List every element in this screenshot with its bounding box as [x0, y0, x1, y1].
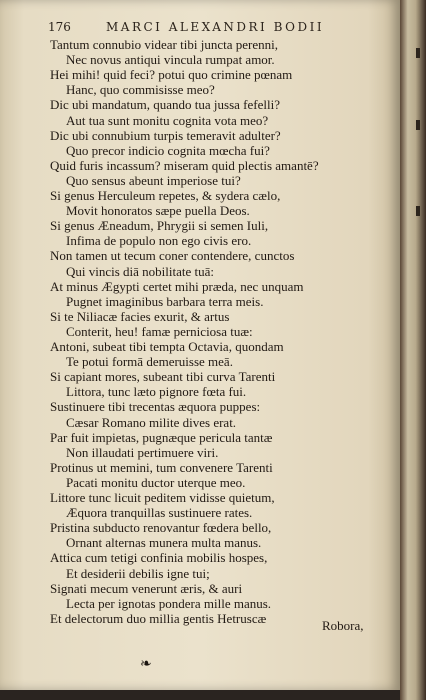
- verse-line: Et desiderii debilis igne tui;: [66, 565, 210, 581]
- verse-line: Littore tunc licuit peditem vidisse quietum,: [50, 490, 275, 505]
- edge-mark: [416, 206, 420, 216]
- verse-line: Dic ubi connubium turpis temeravit adulter?: [50, 127, 281, 143]
- verse-line: Conterit, heu! famæ perniciosa tuæ:: [66, 323, 253, 339]
- verse-line: Si genus Æneadum, Phrygii si semen Iuli,: [50, 218, 269, 234]
- verse-line: Par fuit impietas, pugnæque pericula tantæ: [50, 429, 273, 445]
- running-title: MARCI ALEXANDRI BODII: [106, 20, 325, 34]
- verse-line: At minus Ægypti certet mihi præda, nec unquam: [50, 278, 304, 294]
- verse-line: Lecta per ignotas pondera mille manus.: [66, 595, 272, 611]
- page-number: 176: [48, 20, 71, 34]
- edge-mark: [416, 120, 420, 130]
- catchword: Robora,: [322, 618, 364, 633]
- verse-line: Pristina subducto renovantur fœdera bello,: [50, 520, 272, 536]
- verse-line: Pacati monitu ductor uterque meo.: [66, 474, 246, 490]
- verse-line: Antoni, subeat tibi tempta Octavia, quondam: [50, 339, 284, 354]
- verse-line: Ornant alternas munera multa manus.: [66, 535, 262, 551]
- verse-line: Hanc, quo commisisse meo?: [66, 82, 215, 98]
- verse-line: Te potui formā demeruisse meā.: [66, 354, 233, 370]
- verse-line: Pugnet imaginibus barbara terra meis.: [66, 293, 264, 309]
- page-header: [48, 20, 378, 36]
- verse-line: Aut tua sunt monitu cognita vota meo?: [66, 112, 269, 128]
- verse-line: Quo precor indicio cognita mœcha fui?: [66, 142, 270, 158]
- verse-line: Si capiant mores, subeant tibi curva Tarenti: [50, 369, 276, 385]
- verse-line: Infima de populo non ego civis ero.: [66, 233, 252, 249]
- verse-line: Dic ubi mandatum, quando tua jussa fefelli?: [50, 97, 280, 113]
- verse-line: Littora, tunc læto pignore fœta fui.: [66, 384, 247, 400]
- edge-mark: [416, 48, 420, 58]
- verse-line: Quo sensus abeunt imperiose tui?: [66, 172, 241, 188]
- verse-line: Et delectorum duo millia gentis Hetruscæ: [50, 610, 267, 626]
- verse-line: Si genus Herculeum repetes, & sydera cælo,: [50, 188, 281, 203]
- verse-line: Non tamen ut tecum coner contendere, cunctos: [50, 248, 295, 264]
- verse-line: Sustinuere tibi trecentas æquora puppes:: [50, 399, 261, 415]
- verse-line: Signati mecum venerunt æris, & auri: [50, 580, 243, 596]
- verse-line: Hei mihi! quid feci? potui quo crimine pœnam: [50, 67, 293, 83]
- verse-line: Tantum connubio videar tibi juncta perenni,: [50, 37, 278, 52]
- verse-line: Cæsar Romano milite dives erat.: [66, 414, 237, 430]
- verse-line: Æquora tranquillas sustinuere rates.: [66, 505, 253, 521]
- page-edge: [400, 0, 426, 700]
- verse-line: Non illaudati pertimuere viri.: [66, 444, 219, 460]
- verse-line: Nec novus antiqui vincula rumpat amor.: [66, 52, 275, 68]
- verse-line: Protinus ut memini, tum convenere Tarenti: [50, 459, 273, 475]
- verse-line: Attica cum tetigi confinia mobilis hospes,: [50, 550, 268, 566]
- verse-line: Movit honoratos sæpe puella Deos.: [66, 203, 250, 219]
- verse-line: Quid furis incassum? miseram quid plectis amantē?: [50, 157, 319, 173]
- verse-line: Si te Niliacæ facies exurit, & artus: [50, 308, 230, 324]
- verse-line: Qui vincis diā nobilitate tuā:: [66, 263, 215, 279]
- printer-ornament: ❧: [140, 656, 152, 672]
